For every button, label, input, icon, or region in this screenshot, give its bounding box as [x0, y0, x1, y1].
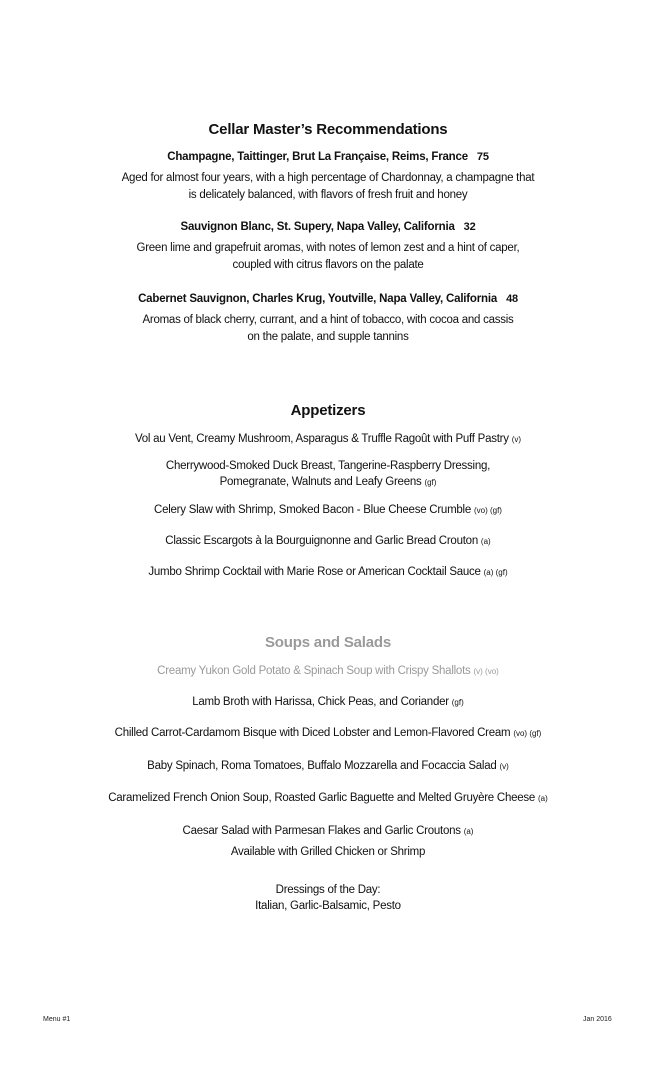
wine-description [0, 240, 656, 274]
dietary-tags: (v) (vo) [473, 667, 499, 676]
menu-item [0, 758, 656, 775]
wine-name [0, 293, 656, 305]
appetizers-section-title: Appetizers [290, 402, 366, 419]
menu-item [0, 694, 656, 711]
menu-item [0, 790, 656, 807]
menu-item-note: Available with Grilled Chicken or Shrimp [230, 846, 426, 858]
wine-price: 75 [476, 151, 489, 163]
menu-item [0, 502, 656, 519]
menu-item [0, 663, 656, 680]
dietary-tags: (v) [499, 762, 509, 771]
dietary-tags: (a) (gf) [483, 568, 508, 577]
menu-item-name: Jumbo Shrimp Cocktail with Marie Rose or American Cocktail Sauce [148, 566, 481, 578]
dietary-tags: (gf) [451, 698, 464, 707]
menu-item-name: Celery Slaw with Shrimp, Smoked Bacon - Blue Cheese Crumble [154, 504, 472, 516]
menu-date: Jan 2016 [583, 1016, 612, 1023]
dressings-label: Dressings of the Day: [275, 884, 381, 896]
menu-item-name: Vol au Vent, Creamy Mushroom, Asparagus & Truffle Ragoût with Puff Pastry [134, 433, 509, 445]
dressings-values: Italian, Garlic-Balsamic, Pesto [255, 900, 401, 912]
menu-item [0, 564, 656, 581]
menu-item-name: Cherrywood-Smoked Duck Breast, Tangerine-Raspberry Dressing, [165, 460, 491, 472]
wine-description-line: coupled with citrus flavors on the palate [232, 259, 424, 271]
menu-item-name: Lamb Broth with Harissa, Chick Peas, and Coriander [192, 696, 449, 708]
wine-description-line: Green lime and grapefruit aromas, with notes of lemon zest and a hint of caper, [136, 242, 520, 254]
wine-name [0, 151, 656, 163]
wine-name-text: Sauvignon Blanc, St. Supery, Napa Valley, California [180, 221, 455, 233]
menu-item [0, 533, 656, 550]
wine-description [0, 170, 656, 204]
wine-name-text: Cabernet Sauvignon, Charles Krug, Youtville, Napa Valley, California [138, 293, 498, 305]
wine-description-line: Aromas of black cherry, currant, and a hint of tobacco, with cocoa and cassis [142, 314, 514, 326]
wine-name [0, 221, 656, 233]
menu-item [0, 431, 656, 448]
wine-description-line: is delicately balanced, with flavors of fresh fruit and honey [188, 189, 468, 201]
menu-item [0, 725, 656, 742]
dietary-tags: (a) [480, 537, 491, 546]
menu-item-name: Chilled Carrot-Cardamom Bisque with Diced Lobster and Lemon-Flavored Cream [114, 727, 511, 739]
dietary-tags: (vo) (gf) [473, 506, 502, 515]
dietary-tags: (gf) [424, 478, 437, 487]
menu-item [0, 821, 656, 862]
menu-item-name: Caesar Salad with Parmesan Flakes and Garlic Croutons [182, 825, 461, 837]
dietary-tags: (vo) (gf) [513, 729, 542, 738]
menu-item-name: Classic Escargots à la Bourguignonne and Garlic Bread Crouton [165, 535, 478, 547]
wine-price: 32 [463, 221, 476, 233]
wine-description [0, 312, 656, 346]
soups-salads-section-title: Soups and Salads [265, 634, 391, 651]
wine-description-line: on the palate, and supple tannins [247, 331, 409, 343]
wine-price: 48 [506, 293, 518, 305]
dietary-tags: (a) [463, 827, 474, 836]
dietary-tags: (v) [511, 435, 522, 444]
menu-item [0, 458, 656, 491]
menu-item-name: Caramelized French Onion Soup, Roasted Garlic Baguette and Melted Gruyère Cheese [108, 792, 536, 804]
cellar-section-title: Cellar Master’s Recommendations [208, 121, 448, 138]
menu-item-name: Creamy Yukon Gold Potato & Spinach Soup with Crispy Shallots [157, 665, 471, 677]
wine-description-line: Aged for almost four years, with a high percentage of Chardonnay, a champagne that [121, 172, 535, 184]
menu-item-name-line2: Pomegranate, Walnuts and Leafy Greens [219, 476, 422, 488]
menu-number: Menu #1 [43, 1016, 71, 1023]
menu-item-name: Baby Spinach, Roma Tomatoes, Buffalo Mozzarella and Focaccia Salad [147, 760, 497, 772]
dietary-tags: (a) [538, 794, 548, 803]
dressings-block [0, 882, 656, 914]
wine-name-text: Champagne, Taittinger, Brut La Française, Reims, France [167, 151, 468, 163]
